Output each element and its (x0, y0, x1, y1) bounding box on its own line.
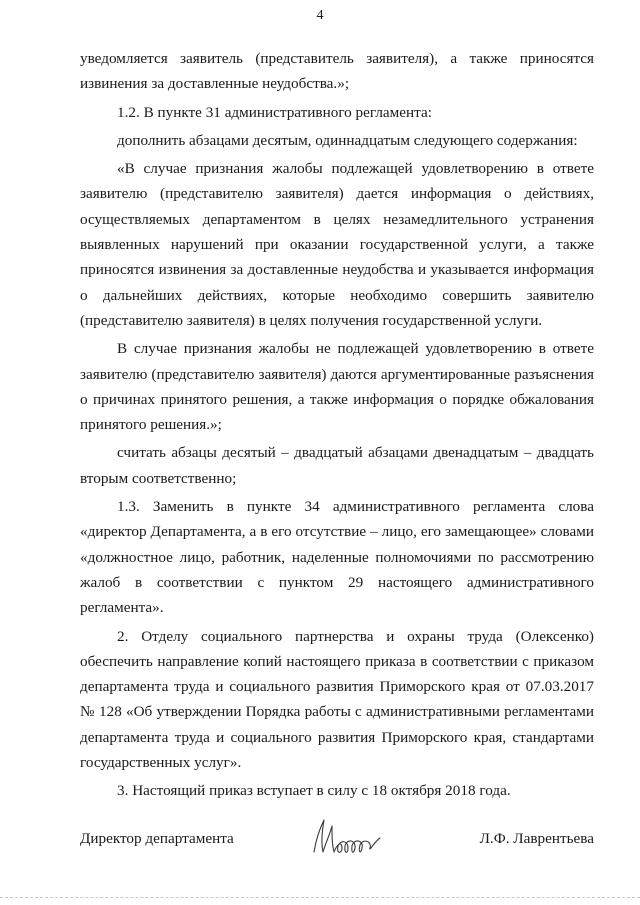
scan-edge-line (0, 897, 640, 898)
paragraph-item-1-2: 1.2. В пункте 31 административного регламента: (117, 103, 432, 121)
paragraph-quote-not-satisfied: В случае признания жалобы не подлежащей удовлетворению в ответе заявителю (представителю заявителя) даются аргументированные разъяснения о причинах принятого решения, а также информация о порядке обжалования принятого решения.»; (80, 340, 594, 434)
signer-position: Директор департамента (80, 830, 234, 847)
document-body (80, 46, 594, 804)
signer-name: Л.Ф. Лаврентьева (479, 830, 594, 847)
page-number: 4 (316, 8, 324, 23)
handwritten-signature (308, 812, 388, 858)
paragraph-item-3: 3. Настоящий приказ вступает в силу с 18 октября 2018 года. (117, 782, 511, 800)
paragraph-item-2: 2. Отделу социального партнерства и охраны труда (Олексенко) обеспечить направление копий настоящего приказа в соответствии с приказом департамента труда и социального развития Приморского края от 07.03.2017 № 128 «Об утверждении Порядка работы с административными регламентами департамента труда и социального развития Приморского края, стандартами государственных услуг». (80, 627, 594, 772)
paragraph-quote-satisfied: «В случае признания жалобы подлежащей удовлетворению в ответе заявителю (представителю заявителя) дается информация о действиях, осуществляемых департаментом в целях незамедлительного устранения выявленных нарушений при оказании государственной услуги, а также приносятся извинения за доставленные неудобства и указывается информация о дальнейших действиях, которые необходимо совершить заявителю (представителю заявителя) в целях получения государственной услуги. (80, 160, 594, 329)
paragraph-amend-instruction: дополнить абзацами десятым, одиннадцатым следующего содержания: (117, 131, 578, 149)
paragraph-item-1-3: 1.3. Заменить в пункте 34 административного регламента слова «директор Департамента, а в его отсутствие – лицо, его замещающее» словами «должностное лицо, работник, наделенные полномочиями по рассмотрению жалоб в соответствии с пунктом 29 настоящего административного регламента». (80, 498, 594, 617)
signature-block (80, 828, 594, 868)
paragraph-continuation: уведомляется заявитель (представитель заявителя), а также приносятся извинения за доставленные неудобства.»; (80, 50, 594, 93)
paragraph-renumber: считать абзацы десятый – двадцатый абзацами двенадцатым – двадцать вторым соответственно; (80, 444, 594, 487)
